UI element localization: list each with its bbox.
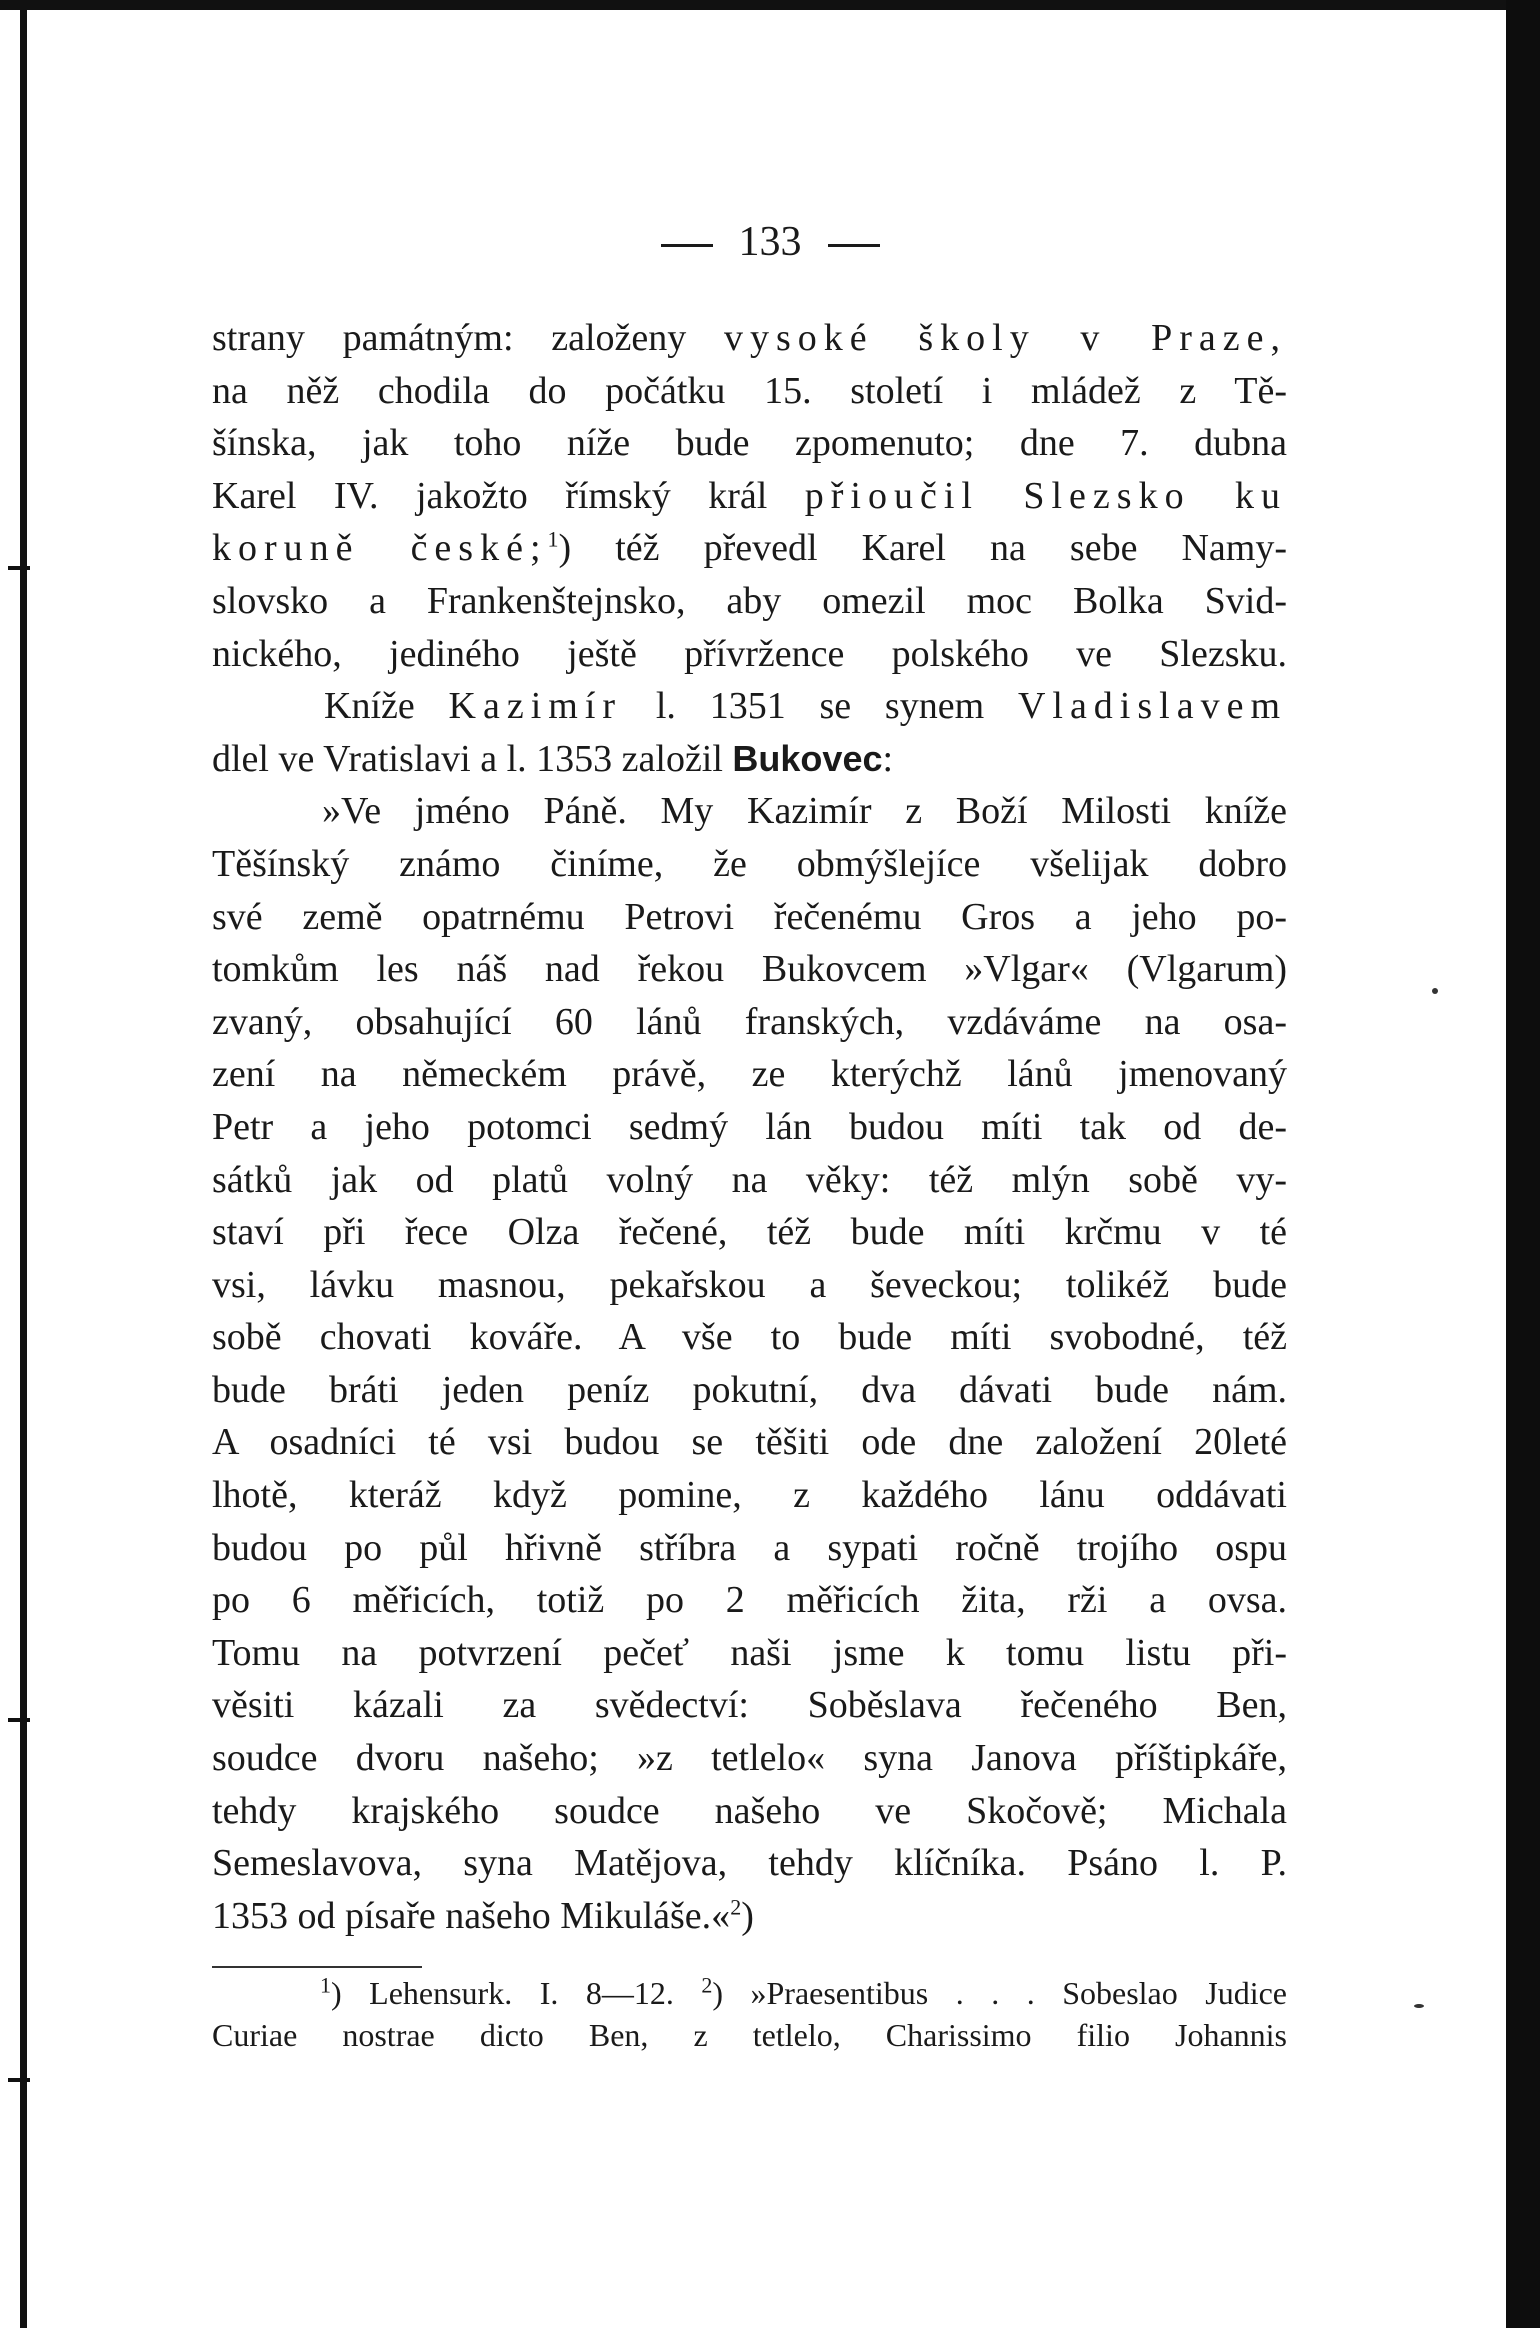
text-segment: ) <box>741 1894 754 1937</box>
text-line: Semeslavova, syna Matějova, tehdy klíčníka. Psáno l. P. <box>212 1842 1287 1885</box>
scan-border-right <box>1506 0 1540 2328</box>
text-segment-spaced: koruně české; <box>212 527 548 570</box>
text-line: »Ve jméno Páně. My Kazimír z Boží Milosti kníže <box>322 790 1287 833</box>
text-segment: dlel ve Vratislavi a l. 1353 založil <box>212 737 733 780</box>
text-line: tomkům les náš nad řekou Bukovcem »Vlgar« (Vlgarum) <box>212 948 1287 991</box>
page-number-header <box>0 212 1540 272</box>
text-line: zení na německém právě, ze kterýchž lánů jmenovaný <box>212 1053 1287 1096</box>
text-line: po 6 měřicích, totiž po 2 měřicích žita, rži a ovsa. <box>212 1579 1287 1622</box>
footnote-marker: 2 <box>701 1972 713 1998</box>
footnote-line <box>212 1972 1287 2014</box>
place-name-bold: Bukovec <box>732 737 883 779</box>
footnote-ref: 2 <box>730 1894 742 1920</box>
text-segment: 1353 od písaře našeho Mikuláše.« <box>212 1894 731 1937</box>
header-dash-left <box>661 244 713 247</box>
text-line: A osadníci té vsi budou se těšiti ode dne založení 20leté <box>212 1421 1287 1464</box>
text-line <box>212 522 1287 575</box>
scan-speck <box>1432 988 1438 994</box>
text-line: sátků jak od platů volný na věky: též mlýn sobě vy- <box>212 1158 1287 1201</box>
text-segment: ) <box>558 527 616 570</box>
text-segment: : <box>882 737 894 780</box>
text-line: Těšínský známo činíme, že obmýšlejíce všelijak dobro <box>212 842 1287 885</box>
text-segment: l. 1351 se synem <box>622 685 1018 728</box>
text-segment-spaced: Kazimír <box>448 685 623 728</box>
text-line: své země opatrnému Petrovi řečenému Gros a jeho po- <box>212 895 1287 938</box>
text-segment: Karel IV. jakožto římský král <box>212 474 805 517</box>
main-text <box>212 312 1287 1942</box>
text-segment: též převedl Karel na sebe Namy- <box>615 527 1288 570</box>
text-line: šínska, jak toho níže bude zpomenuto; dne 7. dubna <box>212 422 1287 465</box>
edge-mark <box>8 566 30 570</box>
text-line <box>212 1890 1287 1943</box>
footnote-ref: 1 <box>547 526 559 552</box>
header-dash-right <box>828 244 880 247</box>
text-segment-spaced: přioučil Slezsko ku <box>804 474 1288 517</box>
scan-speck <box>1414 2004 1424 2008</box>
text-line: tehdy krajského soudce našeho ve Skočově; Michala <box>212 1789 1287 1832</box>
page-number: 133 <box>738 219 802 265</box>
text-line: budou po půl hřivně stříbra a sypati ročně trojího ospu <box>212 1526 1287 1569</box>
text-line <box>212 733 1287 786</box>
text-line: nického, jediného ještě přívržence polského ve Slezsku. <box>212 632 1287 675</box>
text-segment-spaced: vysoké školy v Praze, <box>723 317 1287 359</box>
footnote-line: Curiae nostrae dicto Ben, z tetlelo, Charissimo filio Johannis <box>212 2017 1287 2053</box>
text-segment: strany památným: založeny <box>212 317 724 359</box>
text-line: na něž chodila do počátku 15. století i mládež z Tě- <box>212 369 1287 412</box>
text-line <box>212 470 1287 523</box>
footnotes <box>212 1972 1287 2056</box>
edge-mark <box>8 2078 30 2082</box>
edge-mark <box>8 1718 30 1722</box>
text-line: bude bráti jeden peníz pokutní, dva dávati bude nám. <box>212 1368 1287 1411</box>
text-line: slovsko a Frankenštejnsko, aby omezil moc Bolka Svid- <box>212 579 1287 622</box>
text-line: vsi, lávku masnou, pekařskou a ševeckou; tolikéž bude <box>212 1263 1287 1306</box>
scan-border-top <box>0 0 1540 10</box>
footnote-text: ) »Praesentibus . . . Sobeslao Judice <box>712 1975 1287 2011</box>
footnote-rule <box>212 1966 422 1968</box>
footnote-marker: 1 <box>320 1972 331 1998</box>
text-line <box>212 312 1287 365</box>
text-line: zvaný, obsahující 60 lánů franských, vzdáváme na osa- <box>212 1000 1287 1043</box>
text-line: věsiti kázali za svědectví: Soběslava řečeného Ben, <box>212 1684 1287 1727</box>
text-segment: Kníže <box>324 685 449 728</box>
scan-border-left <box>20 0 27 2328</box>
text-segment-spaced: Vladislavem <box>1017 685 1287 728</box>
text-line <box>212 680 1287 733</box>
text-line: sobě chovati kováře. A vše to bude míti svobodné, též <box>212 1316 1287 1359</box>
text-line: Petr a jeho potomci sedmý lán budou míti tak od de- <box>212 1105 1287 1148</box>
text-line: lhotě, kteráž když pomine, z každého lánu oddávati <box>212 1474 1287 1517</box>
footnote-text: ) Lehensurk. I. 8—12. <box>331 1975 702 2011</box>
text-line: Tomu na potvrzení pečeť naši jsme k tomu listu při- <box>212 1631 1287 1674</box>
text-line: soudce dvoru našeho; »z tetlelo« syna Janova příštipkáře, <box>212 1737 1287 1780</box>
text-line: staví při řece Olza řečené, též bude míti krčmu v té <box>212 1211 1287 1254</box>
